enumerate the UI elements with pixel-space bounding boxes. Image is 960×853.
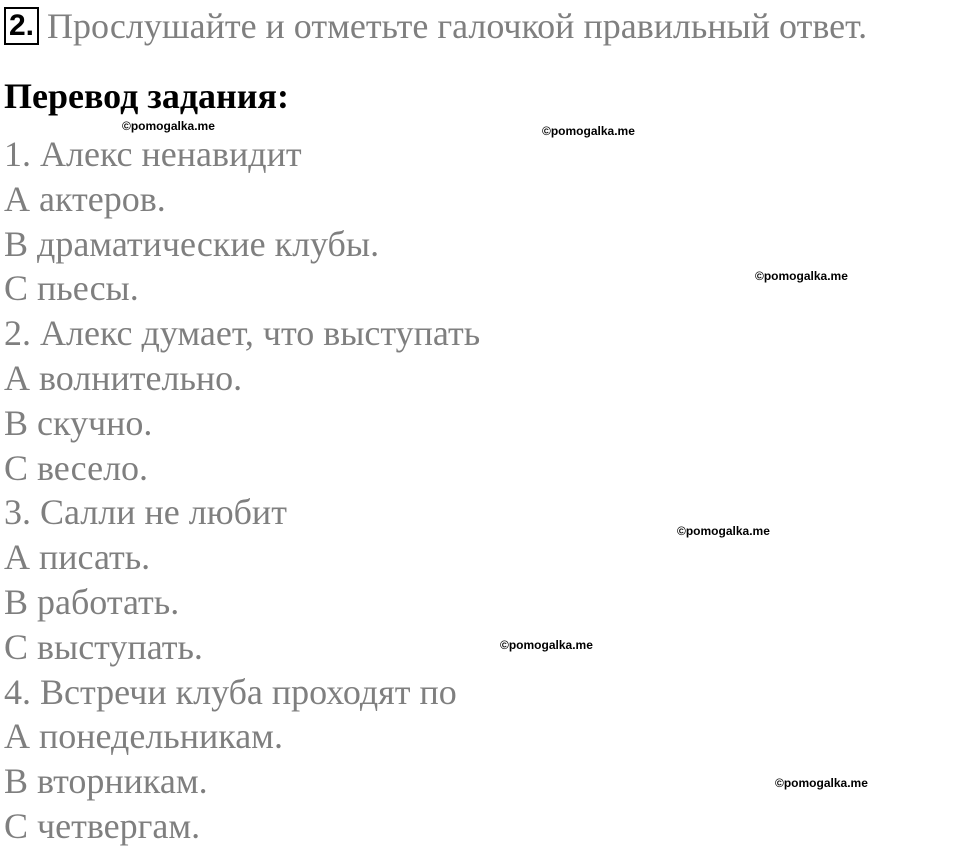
task-number-box: 2. — [4, 7, 39, 45]
watermark: ©pomogalka.me — [500, 638, 593, 652]
question-3-option-b: В работать. — [4, 581, 180, 622]
watermark: ©pomogalka.me — [122, 119, 215, 133]
question-4-option-b: В вторникам. — [4, 761, 208, 802]
question-1-option-a: А актеров. — [4, 178, 166, 219]
question-2-title: 2. Алекс думает, что выступать — [4, 313, 481, 354]
question-3-title: 3. Салли не любит — [4, 492, 287, 533]
question-1-option-c: С пьесы. — [4, 268, 139, 309]
question-4-title: 4. Встречи клуба проходят по — [4, 671, 457, 712]
question-4-option-c: С четвергам. — [4, 805, 201, 846]
question-2-option-b: В скучно. — [4, 402, 153, 443]
translation-list — [4, 132, 480, 849]
translation-heading: Перевод задания: — [4, 76, 289, 116]
watermark: ©pomogalka.me — [542, 124, 635, 138]
watermark: ©pomogalka.me — [755, 269, 848, 283]
task-header — [4, 4, 867, 48]
watermark: ©pomogalka.me — [677, 524, 770, 538]
question-4-option-a: А понедельникам. — [4, 716, 283, 757]
question-2-option-c: С весело. — [4, 447, 149, 488]
watermark: ©pomogalka.me — [775, 776, 868, 790]
question-3-option-a: А писать. — [4, 537, 151, 578]
question-2-option-a: А волнительно. — [4, 357, 243, 398]
question-3-option-c: С выступать. — [4, 626, 203, 667]
question-1-option-b: В драматические клубы. — [4, 223, 380, 264]
question-1-title: 1. Алекс ненавидит — [4, 134, 302, 174]
task-instruction: Прослушайте и отметьте галочкой правильный ответ. — [47, 6, 868, 46]
